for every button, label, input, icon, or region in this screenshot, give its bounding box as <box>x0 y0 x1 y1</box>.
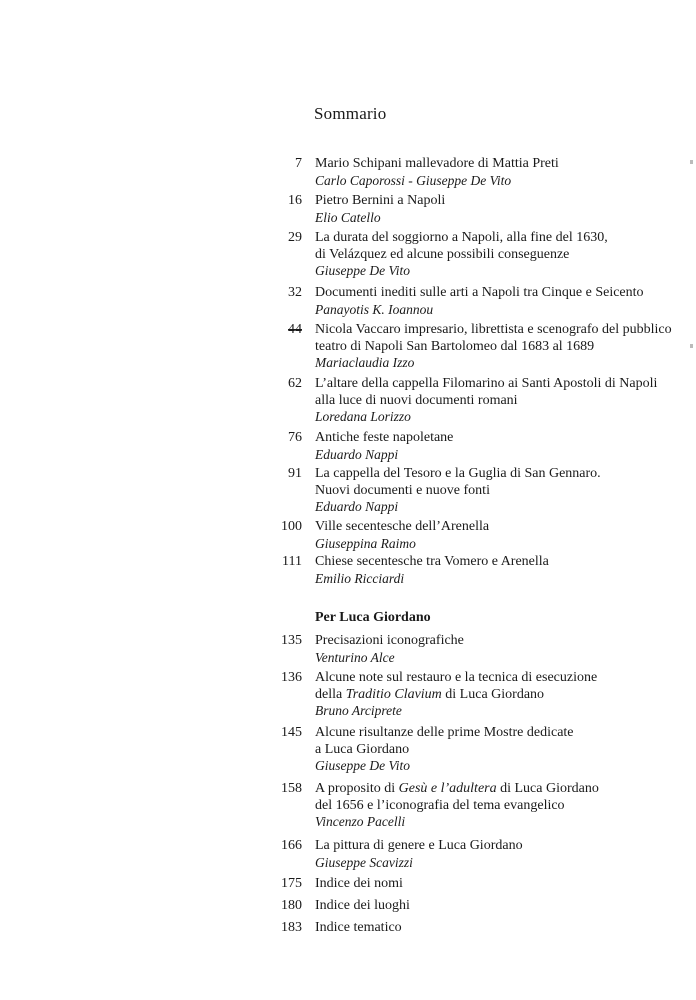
page-number: 158 <box>281 781 302 796</box>
entry-title: La cappella del Tesoro e la Guglia di San Gennaro. <box>315 466 601 481</box>
entry-author: Giuseppe De Vito <box>315 758 410 773</box>
entry-title-continued: teatro di Napoli San Bartolomeo dal 1683 al 1689 <box>315 338 595 354</box>
entry-author: Panayotis K. Ioannou <box>315 301 434 317</box>
page-number: 111 <box>282 554 302 569</box>
entry-title: Mario Schipani mallevadore di Mattia Preti <box>315 156 559 171</box>
entry-author: Vincenzo Pacelli <box>315 814 406 829</box>
page-number: 29 <box>288 230 302 245</box>
scan-margin-mark <box>690 160 693 164</box>
entry-title: Precisazioni iconografiche <box>315 633 464 648</box>
entry-title: Indice tematico <box>315 920 402 935</box>
page-number: 32 <box>288 285 302 300</box>
page-number: 76 <box>288 430 302 445</box>
page-number: 44 <box>288 322 302 337</box>
page-title: Sommario <box>314 104 387 123</box>
entry-title: Indice dei luoghi <box>315 898 410 913</box>
entry-author: Elio Catello <box>315 209 381 225</box>
entry-title-continued: alla luce di nuovi documenti romani <box>315 392 518 408</box>
page-number: 135 <box>281 633 302 648</box>
entry-author: Mariaclaudia Izzo <box>315 355 415 370</box>
entry-author: Venturino Alce <box>315 649 395 665</box>
page-number: 100 <box>281 519 302 534</box>
page-number: 16 <box>288 193 302 208</box>
entry-title: La durata del soggiorno a Napoli, alla fine del 1630, <box>315 230 608 245</box>
entry-title: Alcune note sul restauro e la tecnica di esecuzione <box>315 670 598 685</box>
entry-author: Giuseppe Scavizzi <box>315 854 413 870</box>
entry-title-continued: di Velázquez ed alcune possibili conseguenze <box>315 246 570 262</box>
entry-author: Carlo Caporossi - Giuseppe De Vito <box>315 172 512 188</box>
entry-title: Pietro Bernini a Napoli <box>315 193 446 208</box>
entry-author: Eduardo Nappi <box>315 446 399 462</box>
entry-author: Giuseppe De Vito <box>315 263 410 278</box>
entry-title: Chiese secentesche tra Vomero e Arenella <box>315 554 549 569</box>
section-heading: Per Luca Giordano <box>315 610 431 625</box>
scan-margin-mark <box>690 344 693 348</box>
work-title: Gesù e l’adultera <box>398 781 497 796</box>
entry-title: Alcune risultanze delle prime Mostre dedicate <box>315 725 574 740</box>
entry-author: Bruno Arciprete <box>315 703 402 718</box>
entry-title-continued: della Traditio Clavium di Luca Giordano <box>315 686 545 702</box>
page-number: 175 <box>281 876 302 891</box>
entry-author: Giuseppina Raimo <box>315 535 416 551</box>
page-number: 91 <box>288 466 302 481</box>
entry-title: Indice dei nomi <box>315 876 403 891</box>
entry-title: Antiche feste napoletane <box>315 430 454 445</box>
entry-title-continued: del 1656 e l’iconografia del tema evangelico <box>315 797 565 813</box>
entry-title: A proposito di Gesù e l’adultera di Luca Giordano <box>315 781 599 796</box>
page-number: 136 <box>281 670 302 685</box>
entry-title: L’altare della cappella Filomarino ai Santi Apostoli di Napoli <box>315 376 658 391</box>
entry-title: Nicola Vaccaro impresario, librettista e scenografo del pubblico <box>315 322 672 337</box>
entry-title-continued: Nuovi documenti e nuove fonti <box>315 482 490 498</box>
page-number: 7 <box>295 156 302 171</box>
page-number: 180 <box>281 898 302 913</box>
entry-title: Documenti inediti sulle arti a Napoli tra Cinque e Seicento <box>315 285 644 300</box>
entry-title-continued: a Luca Giordano <box>315 741 410 757</box>
page-number: 166 <box>281 838 302 853</box>
entry-author: Loredana Lorizzo <box>315 409 411 424</box>
work-title: Traditio Clavium <box>345 686 442 702</box>
entry-title: Ville secentesche dell’Arenella <box>315 519 490 534</box>
entry-title: La pittura di genere e Luca Giordano <box>315 838 523 853</box>
page-number: 62 <box>288 376 302 391</box>
page-number: 145 <box>281 725 302 740</box>
entry-author: Eduardo Nappi <box>315 499 399 514</box>
entry-author: Emilio Ricciardi <box>315 570 405 586</box>
page-number: 183 <box>281 920 302 935</box>
